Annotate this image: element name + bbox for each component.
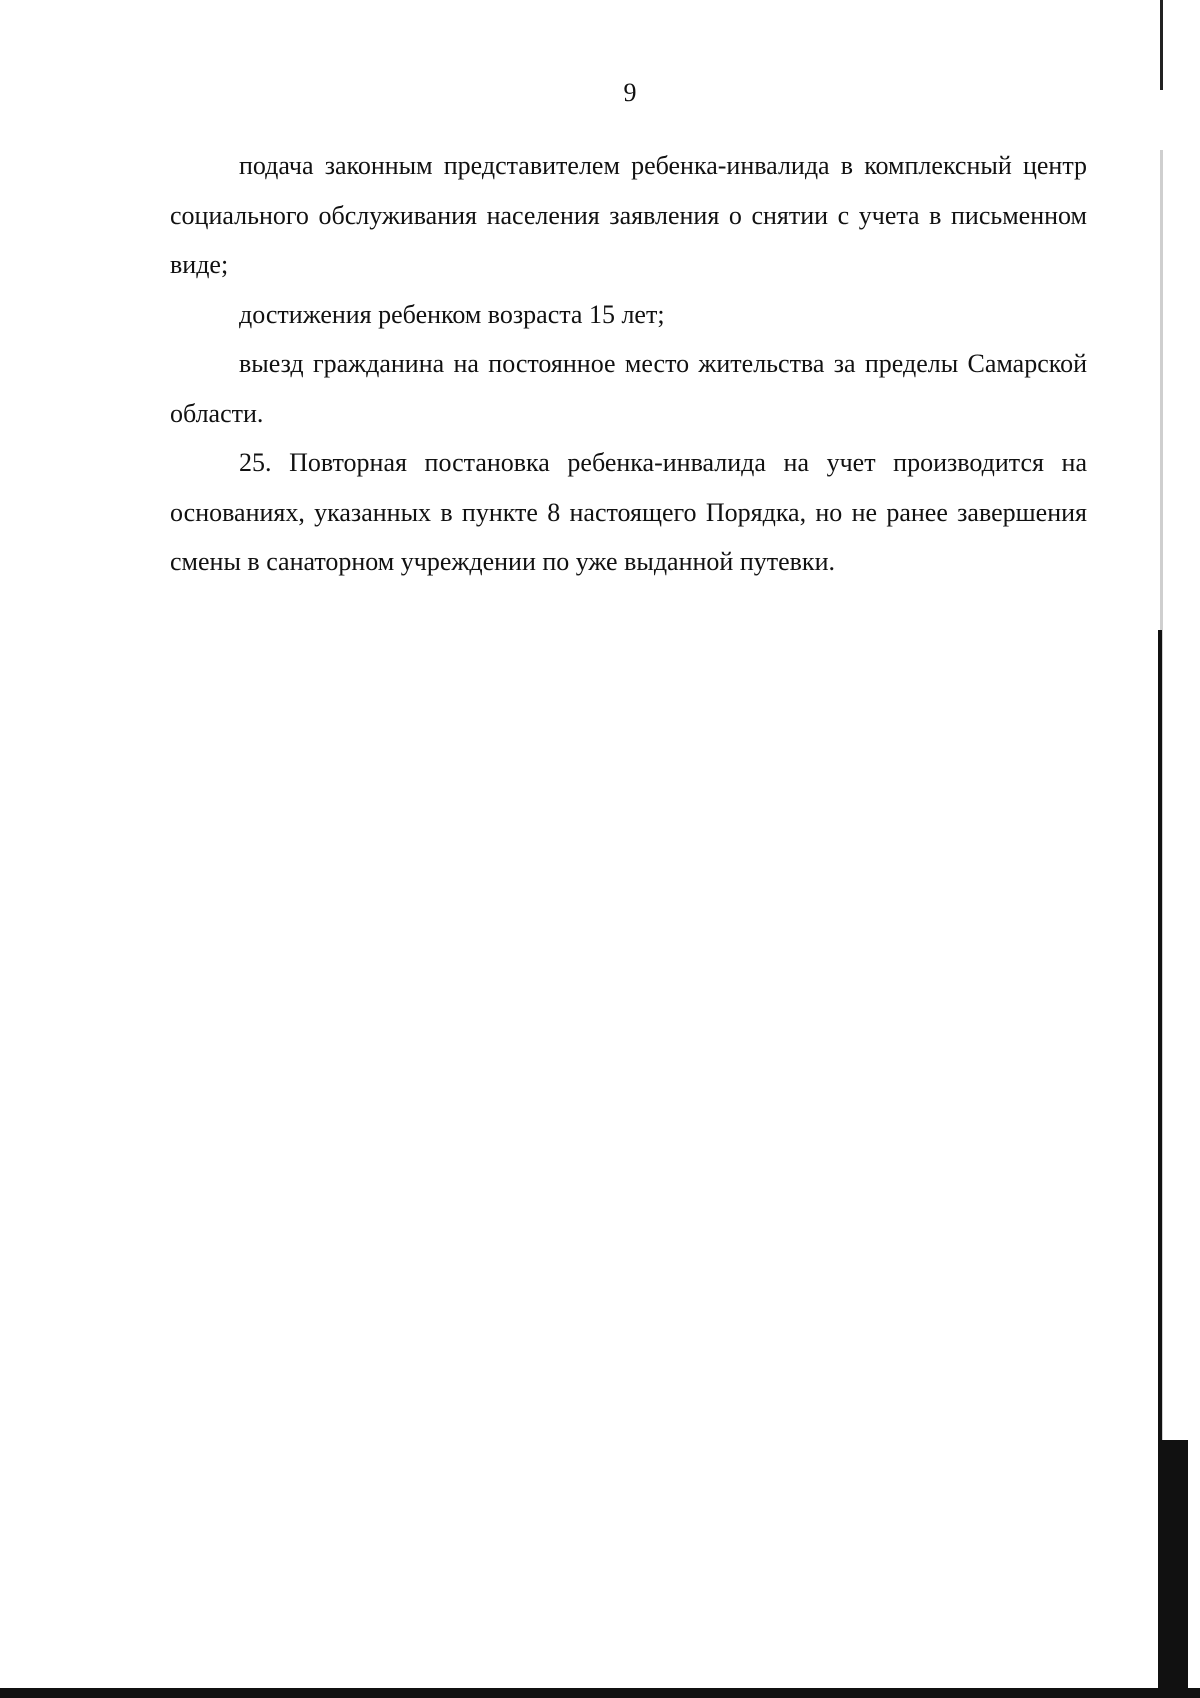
paragraph-age-limit: достижения ребенком возраста 15 лет; <box>239 299 665 329</box>
document-body <box>170 141 1087 587</box>
paragraph-item-25: 25. Повторная постановка ребенка-инвалида на учет производится на основаниях, указанных в пункте 8 настоящего Порядка, но не ранее завершения смены в санаторном учреждении по уже выданной путевки. <box>170 448 1087 576</box>
scan-edge-top <box>1160 0 1163 90</box>
scan-edge-corner <box>1162 1440 1188 1698</box>
page-number: 9 <box>623 78 637 107</box>
paragraph-relocation: выезд гражданина на постоянное место жительства за пределы Самарской области. <box>170 349 1087 428</box>
paragraph-application-removal: подача законным представителем ребенка-инвалида в комплексный центр социального обслуживания населения заявления о снятии с учета в письменном виде; <box>170 151 1087 279</box>
scan-edge-bottom <box>0 1688 1200 1698</box>
